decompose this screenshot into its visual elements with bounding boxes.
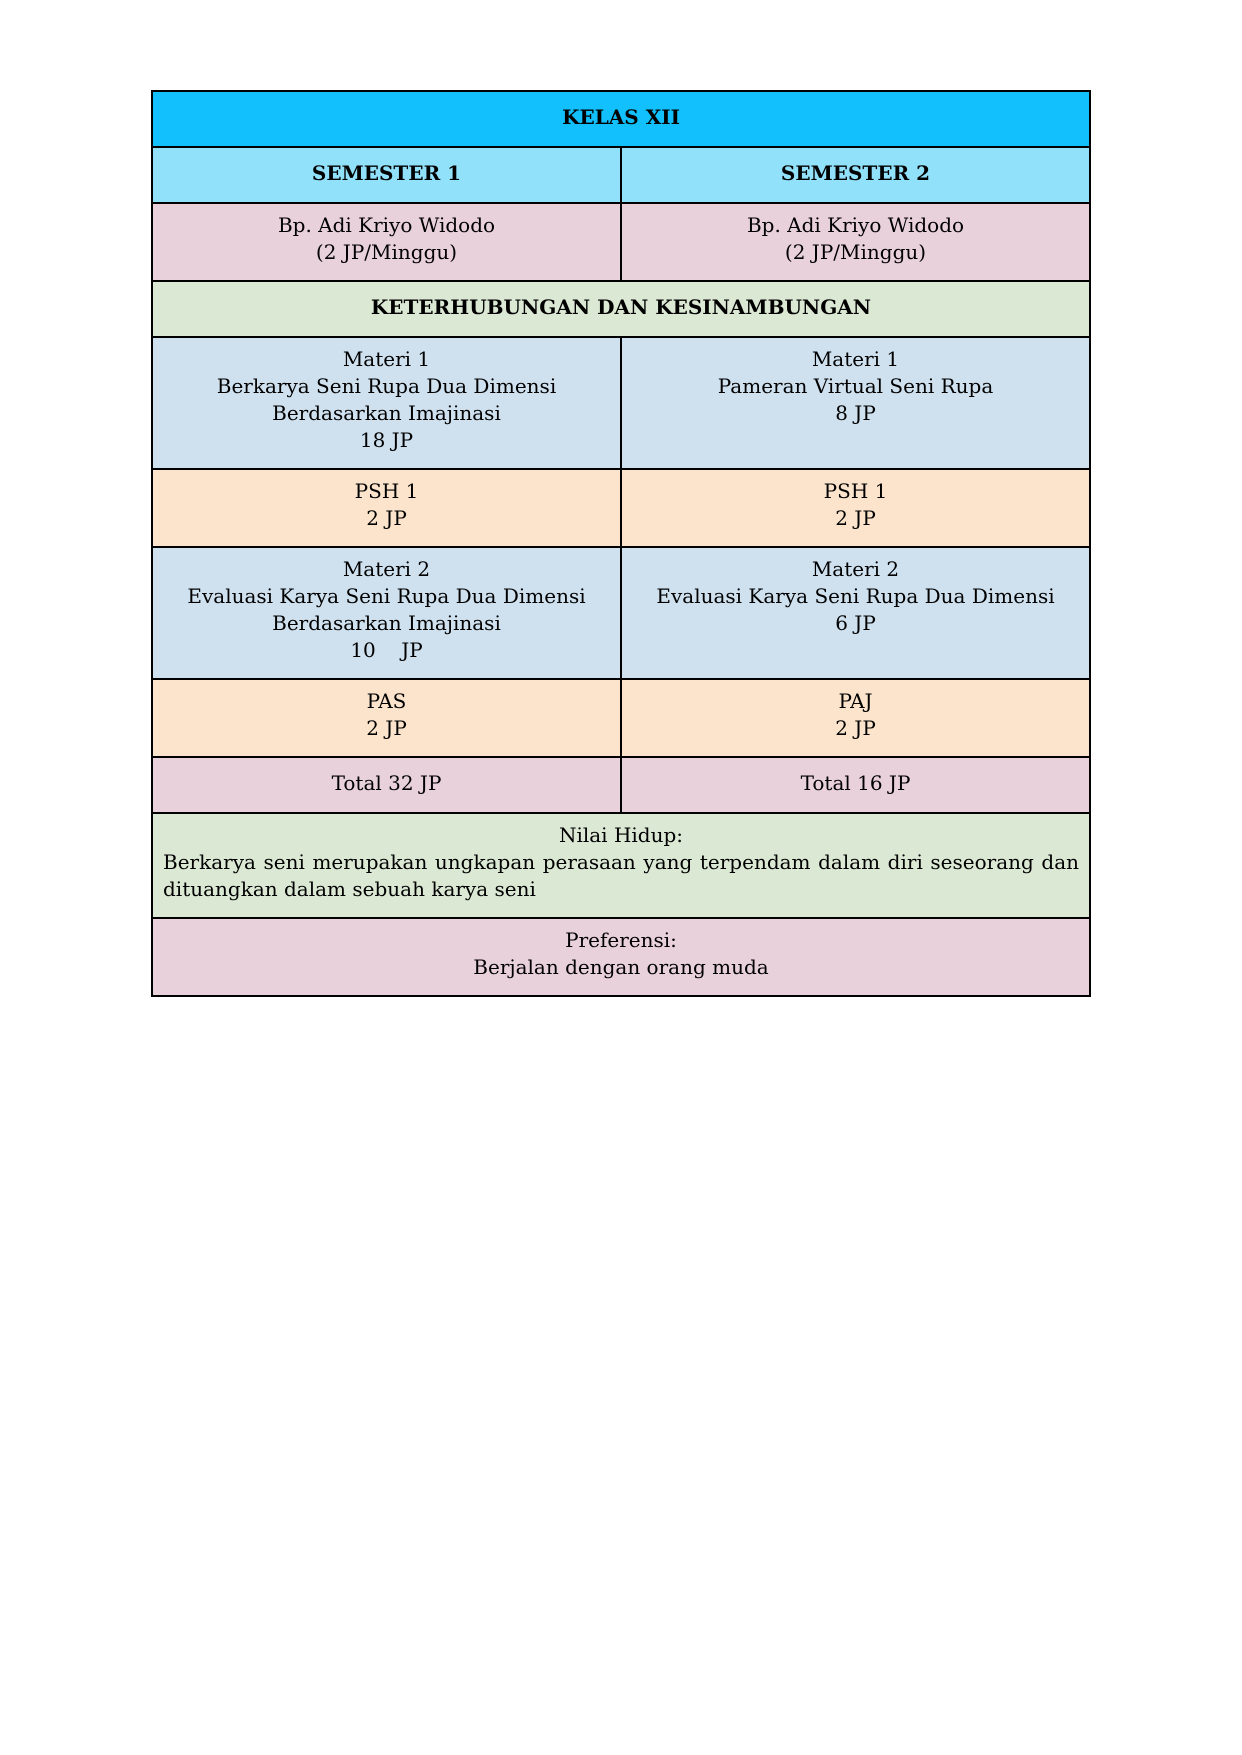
preferensi-row (152, 918, 1090, 996)
exam-hours: 2 JP (366, 716, 407, 740)
materi-hours: 18 JP (359, 428, 414, 452)
semester-1-header: SEMESTER 1 (152, 147, 621, 203)
materi-1-row (152, 337, 1090, 469)
teacher-name: Bp. Adi Kriyo Widodo (277, 213, 496, 237)
semester-header-row (152, 147, 1090, 203)
nilai-hidup-text: Berkarya seni merupakan ungkapan perasaan yang terpendam dalam diri seseorang dan dituangkan dalam sebuah karya seni (163, 850, 1079, 901)
section-header: KETERHUBUNGAN DAN KESINAMBUNGAN (152, 281, 1090, 337)
teacher-row (152, 203, 1090, 281)
semester-2-teacher-cell (621, 203, 1090, 281)
semester-1-psh-cell (152, 469, 621, 547)
materi-name: Evaluasi Karya Seni Rupa Dua Dimensi (656, 584, 1055, 608)
semester-1-materi-1-cell (152, 337, 621, 469)
materi-label: Materi 1 (342, 347, 431, 371)
preferensi-cell (152, 918, 1090, 996)
exam-label: PAJ (838, 689, 873, 713)
total-row (152, 757, 1090, 813)
psh-row (152, 469, 1090, 547)
teacher-name: Bp. Adi Kriyo Widodo (746, 213, 965, 237)
materi-hours: 8 JP (835, 401, 876, 425)
semester-2-exam-cell (621, 679, 1090, 757)
semester-2-total: Total 16 JP (621, 757, 1090, 813)
exam-hours: 2 JP (835, 716, 876, 740)
psh-hours: 2 JP (366, 506, 407, 530)
hours-per-week: (2 JP/Minggu) (315, 240, 458, 264)
preferensi-label: Preferensi: (565, 928, 677, 952)
psh-label: PSH 1 (354, 479, 419, 503)
materi-label: Materi 1 (811, 347, 900, 371)
exam-row (152, 679, 1090, 757)
semester-2-materi-1-cell (621, 337, 1090, 469)
materi-name: Berkarya Seni Rupa Dua Dimensi (216, 374, 557, 398)
materi-hours: 6 JP (835, 611, 876, 635)
materi-label: Materi 2 (811, 557, 900, 581)
semester-1-teacher-cell (152, 203, 621, 281)
materi-name-continued: Berdasarkan Imajinasi (272, 611, 501, 635)
section-header-row (152, 281, 1090, 337)
curriculum-table (151, 90, 1091, 997)
materi-hours: 10 JP (350, 638, 423, 662)
semester-1-materi-2-cell (152, 547, 621, 679)
exam-label: PAS (366, 689, 407, 713)
materi-name-continued: Berdasarkan Imajinasi (272, 401, 501, 425)
class-title: KELAS XII (152, 91, 1090, 147)
hours-per-week: (2 JP/Minggu) (784, 240, 927, 264)
nilai-hidup-cell (152, 813, 1090, 918)
materi-name: Evaluasi Karya Seni Rupa Dua Dimensi (187, 584, 586, 608)
semester-2-psh-cell (621, 469, 1090, 547)
psh-label: PSH 1 (823, 479, 888, 503)
materi-label: Materi 2 (342, 557, 431, 581)
materi-2-row (152, 547, 1090, 679)
preferensi-text: Berjalan dengan orang muda (473, 955, 769, 979)
psh-hours: 2 JP (835, 506, 876, 530)
materi-name: Pameran Virtual Seni Rupa (717, 374, 994, 398)
semester-2-header: SEMESTER 2 (621, 147, 1090, 203)
semester-1-exam-cell (152, 679, 621, 757)
title-row (152, 91, 1090, 147)
nilai-hidup-row (152, 813, 1090, 918)
nilai-hidup-label: Nilai Hidup: (558, 823, 684, 847)
semester-1-total: Total 32 JP (152, 757, 621, 813)
semester-2-materi-2-cell (621, 547, 1090, 679)
